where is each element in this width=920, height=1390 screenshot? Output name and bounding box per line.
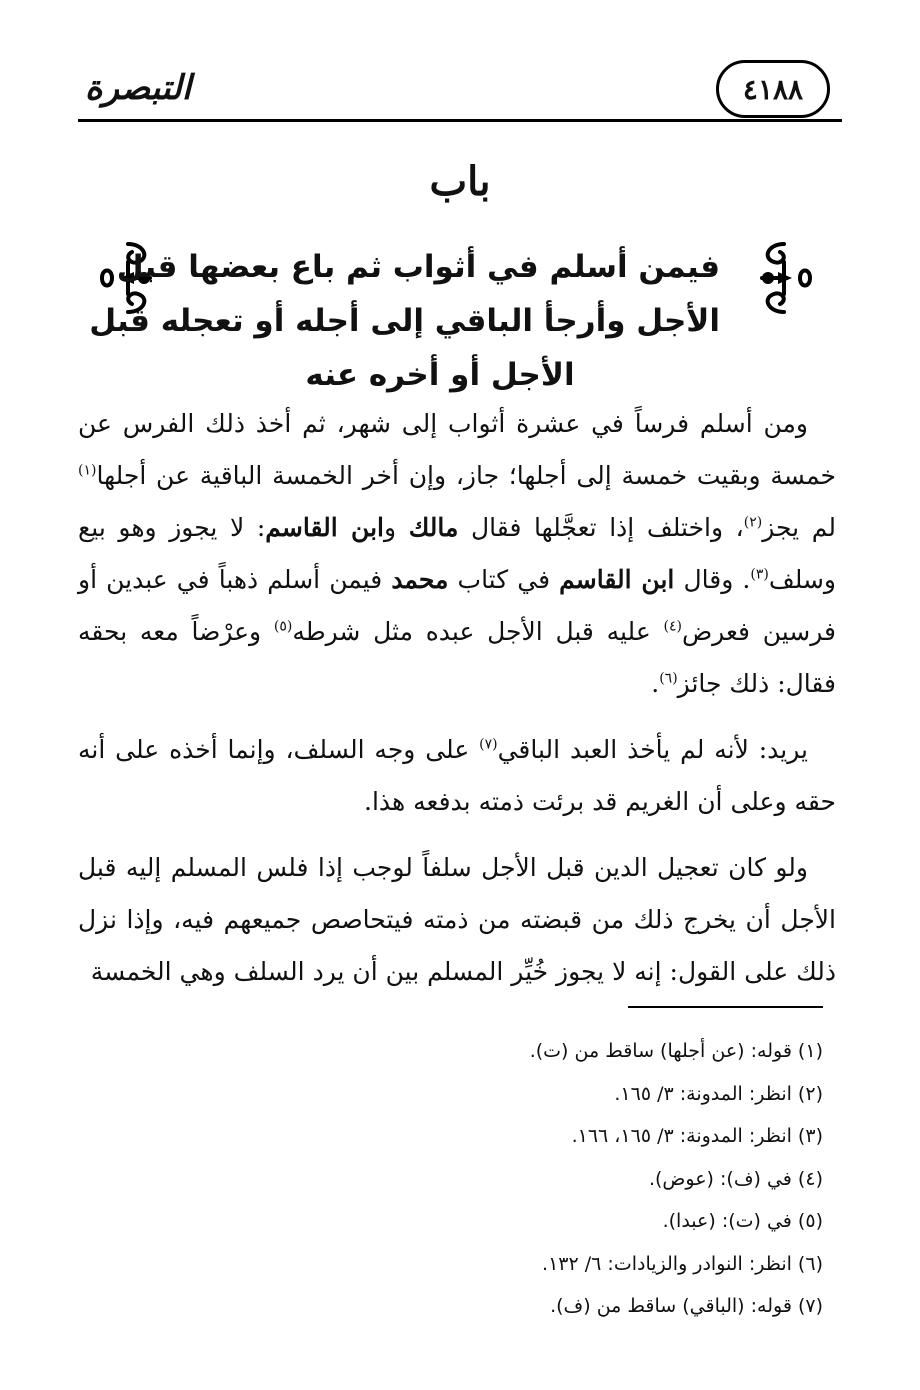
footnote: (٦) انظر: النوادر والزيادات: ٦/ ١٣٢. [542, 1252, 823, 1275]
footnote: (٣) انظر: المدونة: ٣/ ١٦٥، ١٦٦. [571, 1125, 823, 1147]
text-run: على وجه السلف، وإنما أخذه على أنه حقه وعلى أن الغريم قد برئت ذمته بدفعه هذا. [78, 735, 836, 816]
chapter-title-line: الأجل أو أخره عنه [305, 357, 575, 393]
paragraph [78, 724, 836, 828]
book-title: التبصرة [84, 68, 192, 108]
footnote-ref: (٧) [479, 736, 498, 753]
footnote-ref: (١) [78, 462, 97, 479]
chapter-title [89, 240, 720, 402]
page-number: ٤١٨٨ [742, 72, 804, 106]
footnote: (٢) انظر: المدونة: ٣/ ١٦٥. [614, 1082, 823, 1105]
text-run: يريد: لأنه لم يأخذ العبد الباقي [497, 735, 808, 764]
footnote: (٧) قوله: (الباقي) ساقط من (ف). [550, 1295, 823, 1317]
text-run: لم يجز [762, 513, 836, 542]
name-muhammad: محمد [391, 565, 449, 594]
text-run: عليه قبل الأجل عبده مثل شرطه [292, 617, 664, 646]
name-malik: مالك [408, 513, 459, 542]
chapter-title-line: فيمن أسلم في أثواب ثم باع بعضها قبل [116, 249, 720, 285]
body-text [78, 398, 836, 998]
paragraph [78, 398, 836, 710]
text-run: . وقال [674, 565, 751, 594]
footnote: (٥) في (ت): (عبدا). [662, 1210, 823, 1232]
page-number-oval [716, 60, 830, 118]
name-ibn-qasim: ابن القاسم [559, 565, 675, 594]
text-run: ومن أسلم فرساً في عشرة أثواب إلى شهر، ثم أخذ ذلك الفرس عن خمسة وبقيت خمسة إلى أجلها؛ جاز، وإن أخر الخمسة الباقية عن أجلها [78, 409, 836, 490]
footnote: (٤) في (ف): (عوض). [648, 1167, 823, 1190]
footnote-ref: (٣) [750, 566, 769, 583]
name-ibn-qasim: ابن القاسم [265, 513, 384, 542]
text-run: فيمن أسلم ذهباً في عبدين أو فرسين فعرض [78, 565, 836, 646]
text-run: و [383, 513, 409, 542]
text-run: في كتاب [448, 565, 560, 594]
chapter-title-line: الأجل وأرجأ الباقي إلى أجله أو تعجله قبل [89, 303, 720, 339]
ornament-right-icon [748, 238, 820, 318]
footnote-ref: (٢) [743, 514, 763, 531]
text-run: وعرْضاً معه بحقه فقال: ذلك جائز [78, 617, 836, 698]
paragraph: ولو كان تعجيل الدين قبل الأجل سلفاً لوجب إذا فلس المسلم إليه قبل الأجل أن يخرج ذلك من قبضته من ذمته فيتحاصص جميعهم فيه، وإذا نزل ذلك على القول: إنه لا يجوز خُيِّر المسلم بين أن يرد السلف وهي الخمسة [78, 853, 836, 986]
footnote: (١) قوله: (عن أجلها) ساقط من (ت). [529, 1040, 823, 1062]
text-run: : لا يجوز وهو بيع وسلف [78, 513, 836, 594]
footnote-ref: (٤) [663, 618, 682, 635]
footnote-rule [628, 1006, 823, 1008]
page-header [0, 0, 920, 130]
header-rule [78, 119, 842, 122]
text-run: ، واختلف إذا تعجَّلها فقال [458, 513, 744, 542]
section-label: باب [429, 158, 491, 205]
text-run: . [651, 669, 660, 698]
footnote-ref: (٥) [273, 618, 293, 635]
footnotes [78, 1030, 823, 1328]
footnote-ref: (٦) [659, 670, 678, 687]
